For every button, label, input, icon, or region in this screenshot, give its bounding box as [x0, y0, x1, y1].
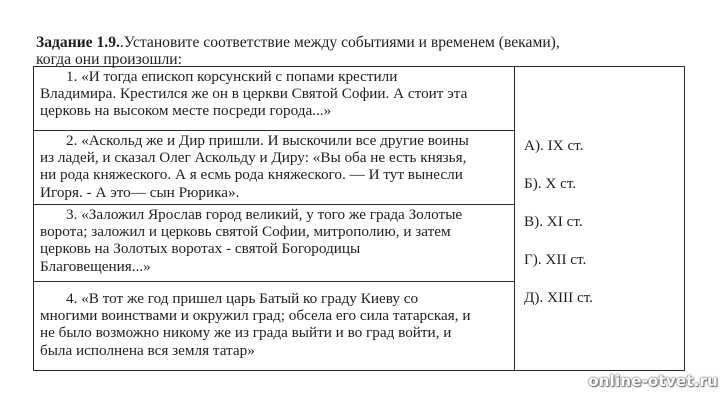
event-text-line: из ладей, и сказал Олег Аскольду и Диру: «Вы оба не есть князья, [40, 149, 467, 167]
event-text-line: 1. «И тогда епископ корсунский с попами крестили [66, 68, 398, 85]
event-text-line: многими воинствами и окружил град; обсела его сила татарская, и [40, 307, 471, 325]
task-instruction-continuation: когда они произошли: [36, 51, 182, 68]
event-row-3 [34, 205, 514, 282]
event-text-line: церковь на высоком месте посреди города...» [40, 102, 332, 120]
event-text-line: 4. «В тот же год пришел царь Батый ко граду Киеву со [66, 290, 419, 307]
event-row-4 [34, 282, 514, 370]
events-column [34, 67, 515, 370]
task-number: Задание 1.9. [36, 34, 120, 51]
event-text-line: церковь на Золотых воротах - святой Богородицы [40, 240, 361, 258]
option-e: Д). XIII ст. [524, 289, 593, 306]
event-text-line: 2. «Аскольд же и Дир пришли. И выскочили все другие воины [66, 132, 469, 149]
task-instruction: .Установите соответствие между событиями и временем (веками), [119, 34, 560, 51]
option-c: В). XI ст. [524, 213, 583, 230]
event-row-1 [34, 67, 514, 131]
option-d: Г). XII ст. [524, 251, 587, 268]
matching-table [33, 66, 685, 371]
event-text-line: не было возможно никому же из града выйти и во град войти, и [40, 324, 452, 342]
option-a: А). IX ст. [524, 137, 584, 154]
site-watermark: online-otvet.ru [588, 372, 718, 390]
event-text-line: была исполнена вся земля татар» [40, 341, 255, 359]
option-b: Б). X ст. [524, 175, 577, 192]
task-heading [36, 34, 696, 68]
event-text-line: Владимира. Крестился же он в церкви Святой Софии. А стоит эта [40, 85, 468, 103]
event-text-line: 3. «Заложил Ярослав город великий, у того же града Золотые [66, 206, 463, 223]
event-text-line: ворота; заложил и церковь святой Софии, митрополию, и затем [40, 223, 451, 241]
centuries-column [515, 67, 683, 370]
event-text-line: Игоря. - А это— сын Рюрика». [40, 183, 240, 201]
event-row-2 [34, 131, 514, 205]
event-text-line: Благовещения...» [40, 257, 151, 275]
event-text-line: ни рода княжеского. А я есмь рода княжеского. — И тут вынесли [40, 166, 463, 184]
